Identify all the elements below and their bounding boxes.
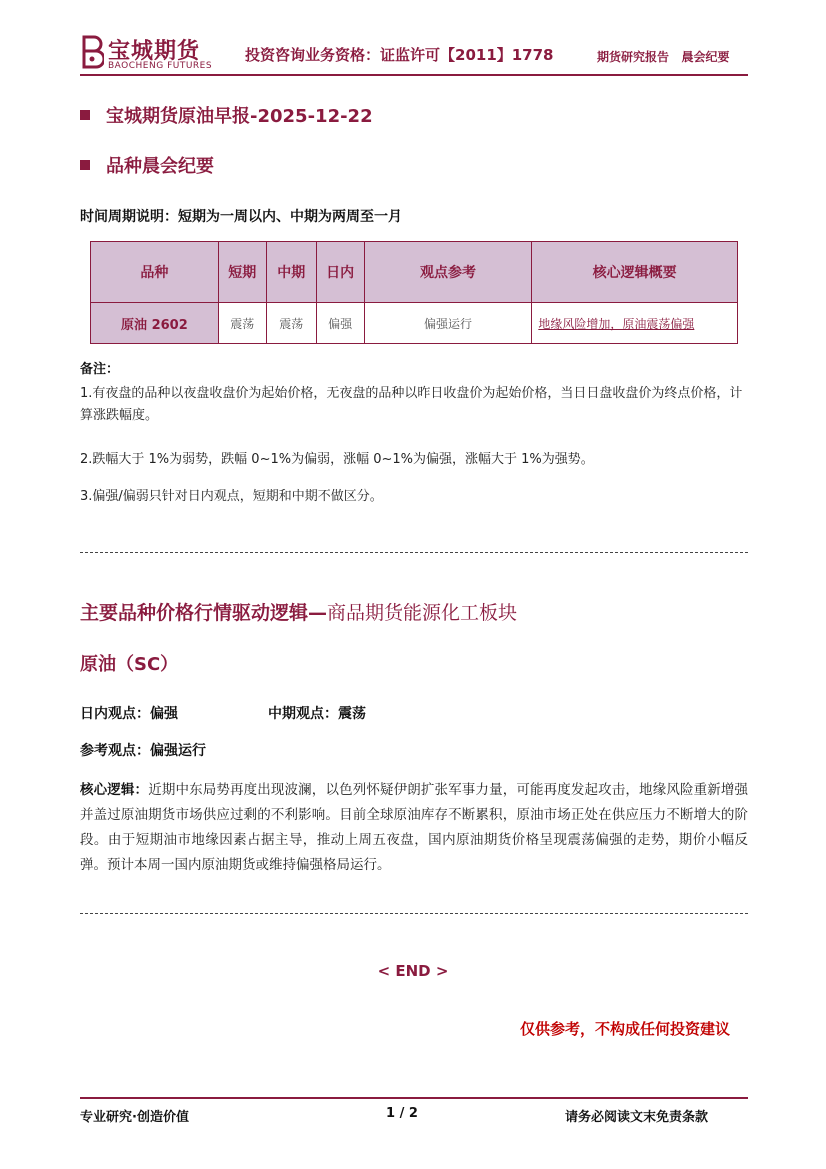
note-item: 2.跌幅大于 1%为弱势，跌幅 0~1%为偏弱，涨幅 0~1%为偏强，涨幅大于 1%为强势。: [80, 452, 594, 467]
divider-dashed: [80, 913, 748, 914]
cell-mid: 震荡: [266, 303, 316, 344]
mid-view: 中期观点：震荡: [268, 706, 366, 722]
col-header-short: 短期: [218, 242, 266, 303]
cell-view: 偏强运行: [364, 303, 532, 344]
note-item: 3.偏强/偏弱只针对日内观点，短期和中期不做区分。: [80, 489, 383, 504]
col-header-variety: 品种: [91, 242, 219, 303]
logo-text-en: BAOCHENG FUTURES: [108, 61, 213, 71]
notes-title: 备注：: [80, 362, 120, 377]
table-row: [91, 303, 738, 344]
header-rule: [80, 74, 748, 76]
end-marker: < END >: [377, 962, 449, 980]
square-bullet-icon: [80, 110, 90, 120]
col-header-logic: 核心逻辑概要: [532, 242, 738, 303]
qualification-text: 投资咨询业务资格：证监许可【2011】1778: [245, 46, 554, 64]
core-logic-label: 核心逻辑：: [80, 782, 149, 798]
reference-view: 参考观点：偏强运行: [80, 743, 206, 759]
cell-short: 震荡: [218, 303, 266, 344]
doc-type-text: 期货研究报告 晨会纪要: [597, 50, 730, 64]
report-title: 宝城期货原油早报-2025-12-22: [80, 102, 373, 128]
cell-intraday: 偏强: [316, 303, 364, 344]
col-header-mid: 中期: [266, 242, 316, 303]
drivers-title: 主要品种价格行情驱动逻辑—商品期货能源化工板块: [80, 602, 518, 624]
table-header-row: [91, 242, 738, 303]
logo-mark-icon: [80, 34, 104, 70]
core-logic: [80, 778, 748, 878]
core-logic-text: 近期中东局势再度出现波澜，以色列怀疑伊朗扩张军事力量，可能再度发起攻击，地缘风险重新增强并盖过原油期货市场供应过剩的不利影响。目前全球原油库存不断累积，原油市场正处在供应压力不断增大的阶段。由于短期油市地缘因素占据主导，推动上周五夜盘，国内原油期货价格呈现震荡偏强的走势，期价小幅反弹。预计本周一国内原油期货或维持偏强格局运行。: [80, 782, 749, 873]
col-header-view: 观点参考: [364, 242, 532, 303]
footer-disclaimer-link: 请务必阅读文末免责条款: [565, 1110, 709, 1125]
summary-table: [90, 241, 738, 344]
logo-text-cn: 宝城期货: [108, 39, 201, 64]
divider-dashed: [80, 552, 748, 553]
company-logo: [80, 34, 213, 74]
col-header-intraday: 日内: [316, 242, 364, 303]
note-item: 1.有夜盘的品种以夜盘收盘价为起始价格，无夜盘的品种以昨日收盘价为起始价格，当日日盘收盘价为终点价格，计算涨跌幅度。: [80, 386, 743, 423]
footer-rule: [80, 1097, 748, 1099]
square-bullet-icon: [80, 160, 90, 170]
footer-slogan: 专业研究·创造价值: [80, 1110, 189, 1125]
cell-logic-link[interactable]: 地缘风险增加，原油震荡偏强: [532, 303, 738, 344]
disclaimer-text: 仅供参考，不构成任何投资建议: [520, 1020, 731, 1038]
period-note: 时间周期说明：短期为一周以内、中期为两周至一月: [80, 209, 402, 225]
summary-title: 品种晨会纪要: [80, 152, 214, 178]
page-number: 1 / 2: [386, 1106, 418, 1121]
commodity-title: 原油（SC）: [80, 654, 179, 675]
intraday-view: 日内观点：偏强: [80, 706, 178, 722]
cell-variety: 原油 2602: [91, 303, 219, 344]
